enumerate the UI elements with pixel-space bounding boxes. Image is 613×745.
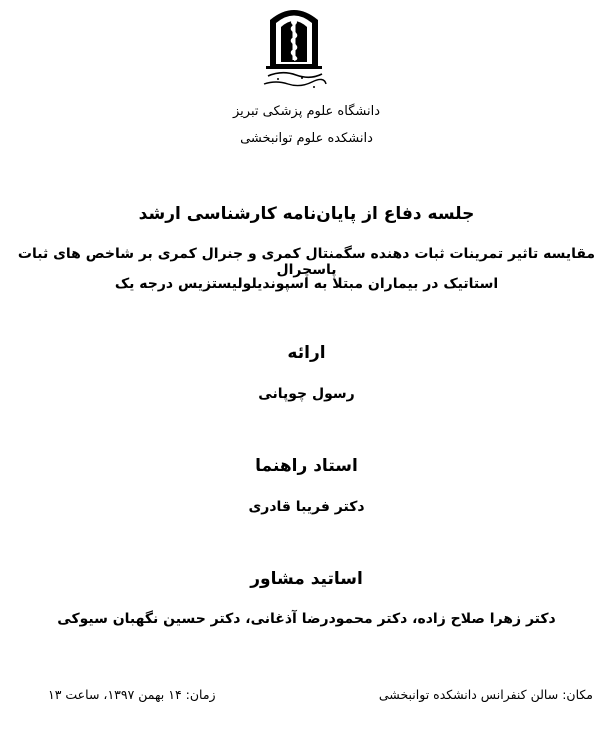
university-logo (252, 4, 336, 94)
supervisor-name: دکتر فریبا قادری (248, 499, 365, 515)
faculty-name: دانشکده علوم توانبخشی (240, 131, 373, 146)
thesis-title-line2: استاتیک در بیماران مبتلا به اسپوندیلولیستزیس درجه یک (114, 276, 499, 292)
footer-time: زمان: ۱۴ بهمن ۱۳۹۷، ساعت ۱۳ (48, 687, 216, 702)
footer-location: مکان: سالن کنفرانس دانشکده توانبخشی (378, 687, 593, 702)
university-name: دانشگاه علوم پزشکی تبریز (233, 104, 380, 119)
thesis-title-line1: مقایسه تاثیر تمرینات ثبات دهنده سگمنتال کمری و جنرال کمری بر شاخص های ثبات پاسچرال (17, 246, 596, 278)
university-emblem-icon (252, 4, 336, 94)
presenter-name: رسول چوپانی (258, 386, 355, 402)
advisors-heading: اساتید مشاور (250, 569, 363, 589)
event-title: جلسه دفاع از پایان‌نامه کارشناسی ارشد (138, 204, 475, 224)
supervisor-heading: استاد راهنما (255, 456, 358, 476)
advisors-names: دکتر زهرا صلاح زاده، دکتر محمودرضا آذغانی، دکتر حسین نگهبان سیوکی (57, 611, 556, 627)
presenter-heading: ارائه (287, 343, 326, 363)
